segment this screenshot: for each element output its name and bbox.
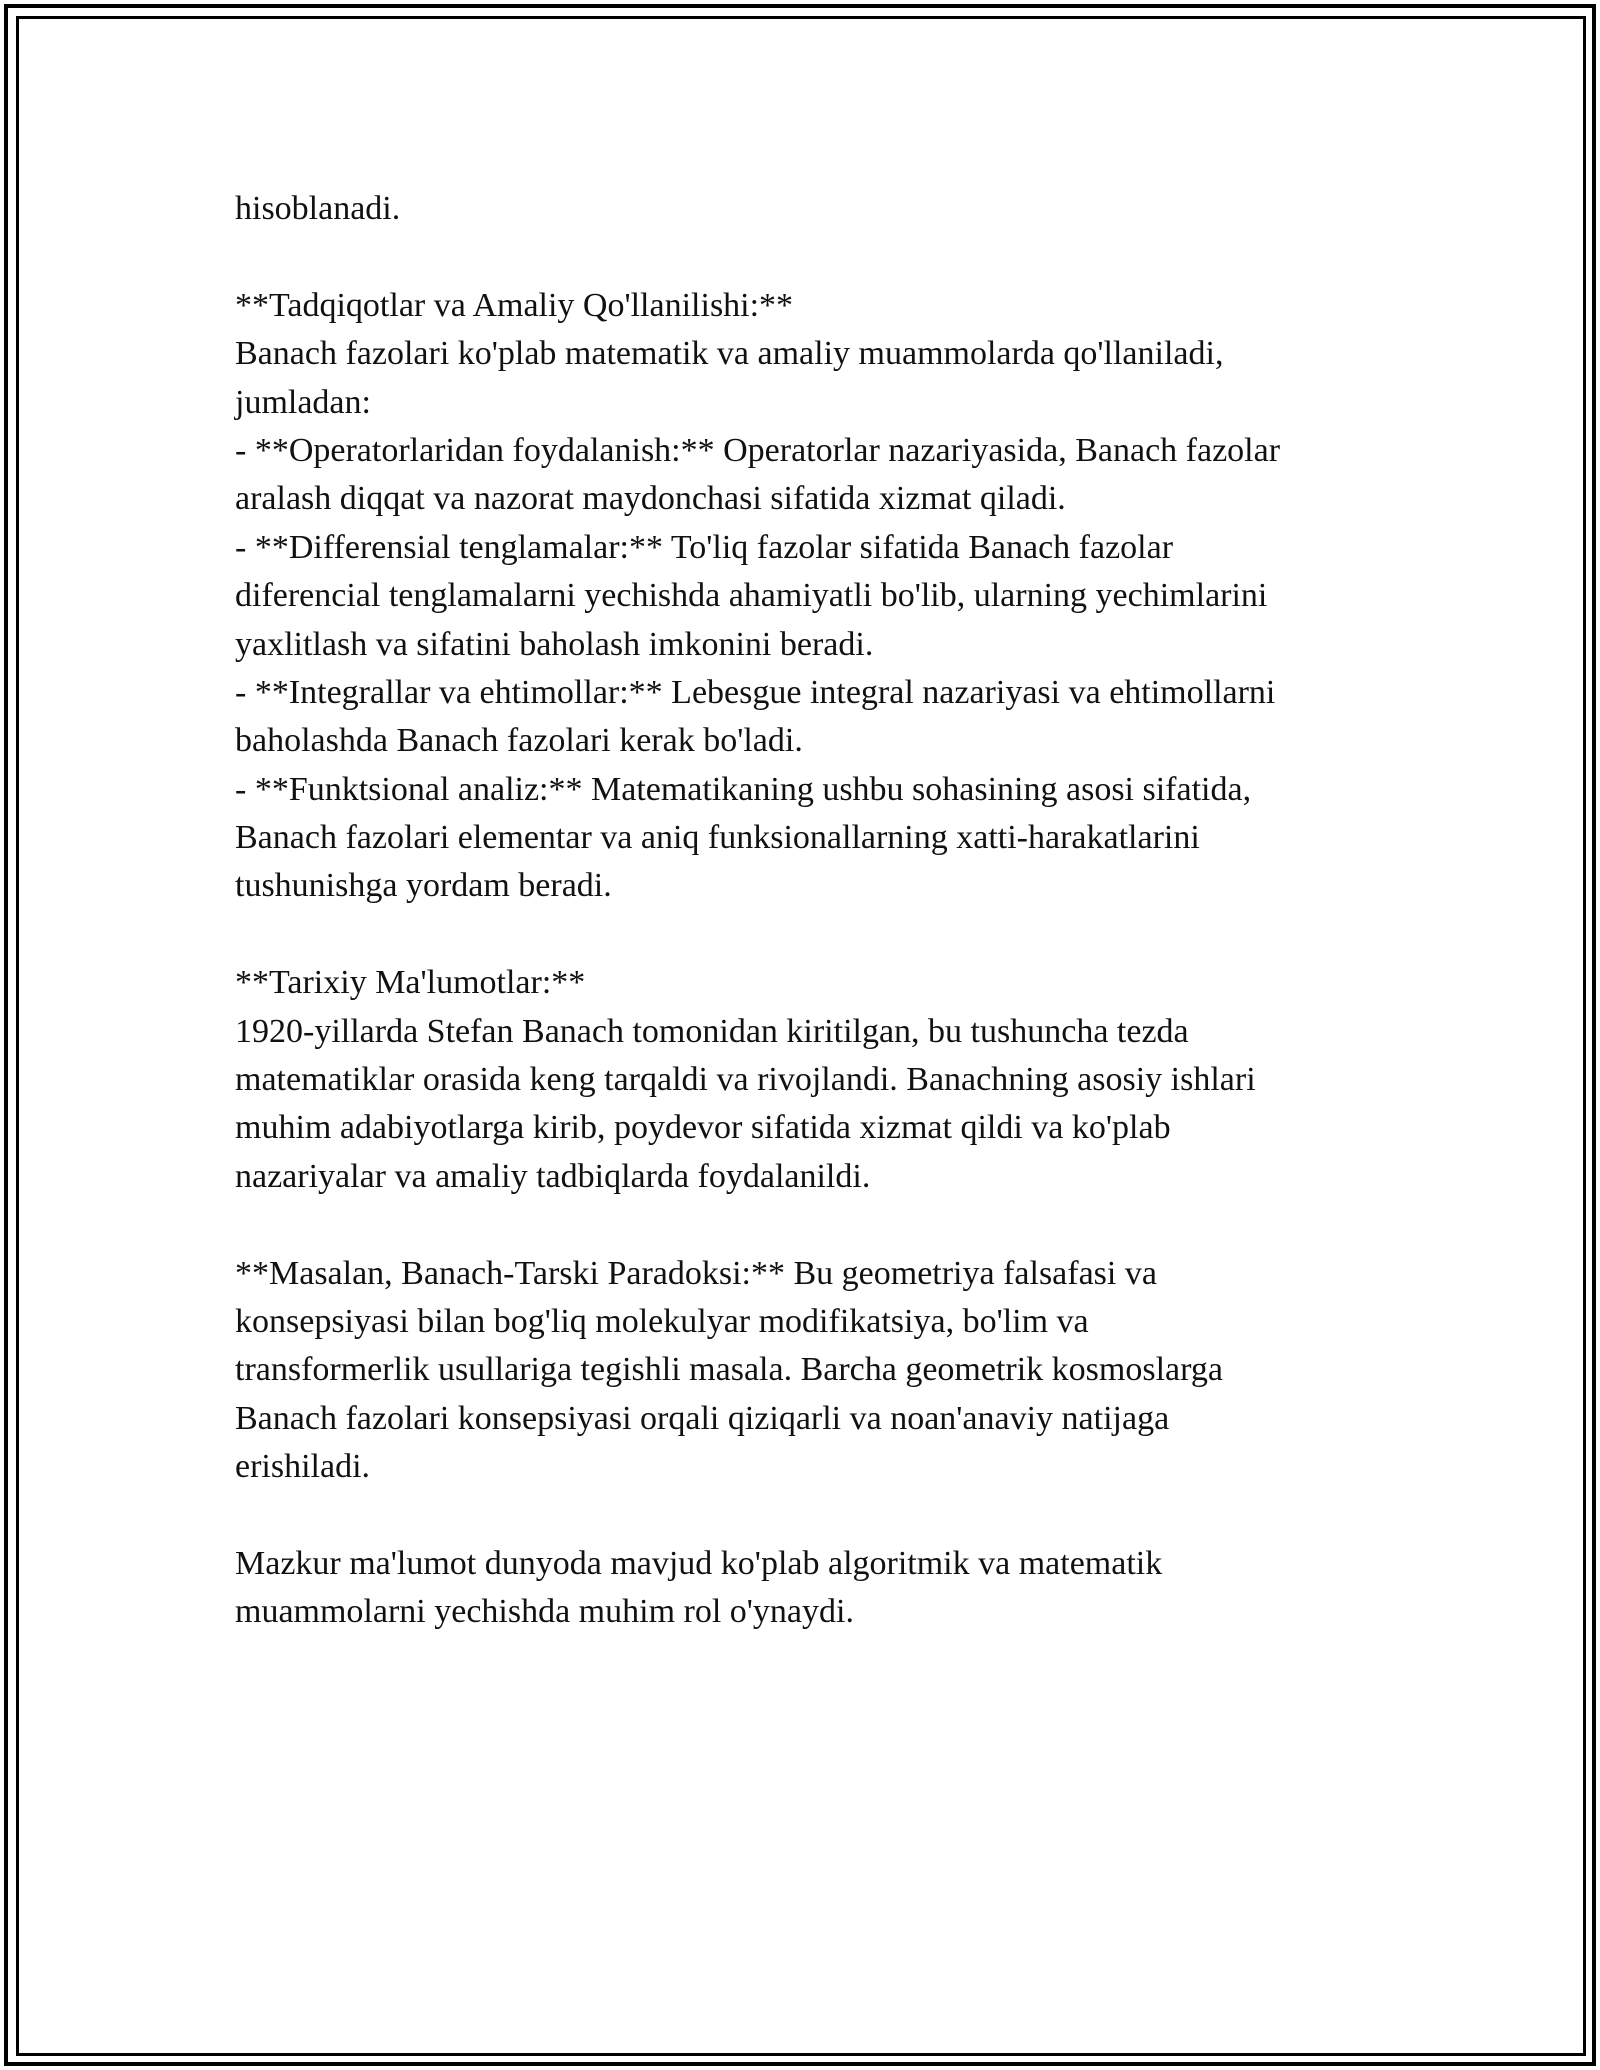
text-line: Banach fazolari elementar va aniq funksionallarning xatti-harakatlarini: [235, 819, 1200, 857]
blank-line: [235, 1492, 1410, 1540]
text-line: muhim adabiyotlarga kirib, poydevor sifatida xizmat qildi va ko'plab: [235, 1109, 1171, 1147]
section-heading-research: **Tadqiqotlar va Amaliy Qo'llanilishi:**: [235, 286, 794, 324]
list-item-integrals: - **Integrallar va ehtimollar:** Lebesgue integral nazariyasi va ehtimollarni: [235, 673, 1276, 711]
list-item-operators: - **Operatorlaridan foydalanish:** Operatorlar nazariyasida, Banach fazolar: [235, 431, 1281, 469]
text-line: 1920-yillarda Stefan Banach tomonidan kiritilgan, bu tushuncha tezda: [235, 1012, 1189, 1050]
text-line: jumladan:: [235, 383, 371, 421]
text-line: transformerlik usullariga tegishli masala. Barcha geometrik kosmoslarga: [235, 1351, 1223, 1389]
text-line: matematiklar orasida keng tarqaldi va rivojlandi. Banachning asosiy ishlari: [235, 1061, 1256, 1099]
text-line: yaxlitlash va sifatini baholash imkonini beradi.: [235, 625, 874, 663]
blank-line: [235, 911, 1410, 959]
text-line: tushunishga yordam beradi.: [235, 867, 612, 905]
closing-paragraph-line: Mazkur ma'lumot dunyoda mavjud ko'plab algoritmik va matematik: [235, 1544, 1163, 1582]
text-line: Banach fazolari konsepsiyasi orqali qiziqarli va noan'anaviy natijaga: [235, 1399, 1170, 1437]
text-line: Banach fazolari ko'plab matematik va amaliy muammolarda qo'llaniladi,: [235, 335, 1224, 373]
blank-line: [235, 1201, 1410, 1249]
text-line: aralash diqqat va nazorat maydonchasi sifatida xizmat qiladi.: [235, 480, 1066, 518]
section-heading-paradox: **Masalan, Banach-Tarski Paradoksi:** Bu geometriya falsafasi va: [235, 1254, 1157, 1292]
list-item-differential-equations: - **Differensial tenglamalar:** To'liq fazolar sifatida Banach fazolar: [235, 528, 1174, 566]
text-line: diferencial tenglamalarni yechishda ahamiyatli bo'lib, ularning yechimlarini: [235, 577, 1268, 615]
document-body: [235, 185, 1410, 1637]
closing-paragraph-line: muammolarni yechishda muhim rol o'ynaydi.: [235, 1593, 854, 1631]
text-line: hisoblanadi.: [235, 190, 401, 227]
text-line: konsepsiyasi bilan bog'liq molekulyar modifikatsiya, bo'lim va: [235, 1302, 1089, 1340]
text-line: baholashda Banach fazolari kerak bo'ladi.: [235, 722, 803, 760]
text-line: erishiladi.: [235, 1448, 371, 1486]
text-line: nazariyalar va amaliy tadbiqlarda foydalanildi.: [235, 1157, 871, 1195]
list-item-functional-analysis: - **Funktsional analiz:** Matematikaning ushbu sohasining asosi sifatida,: [235, 770, 1252, 808]
section-heading-history: **Tarixiy Ma'lumotlar:**: [235, 964, 586, 1002]
blank-line: [235, 233, 1410, 281]
